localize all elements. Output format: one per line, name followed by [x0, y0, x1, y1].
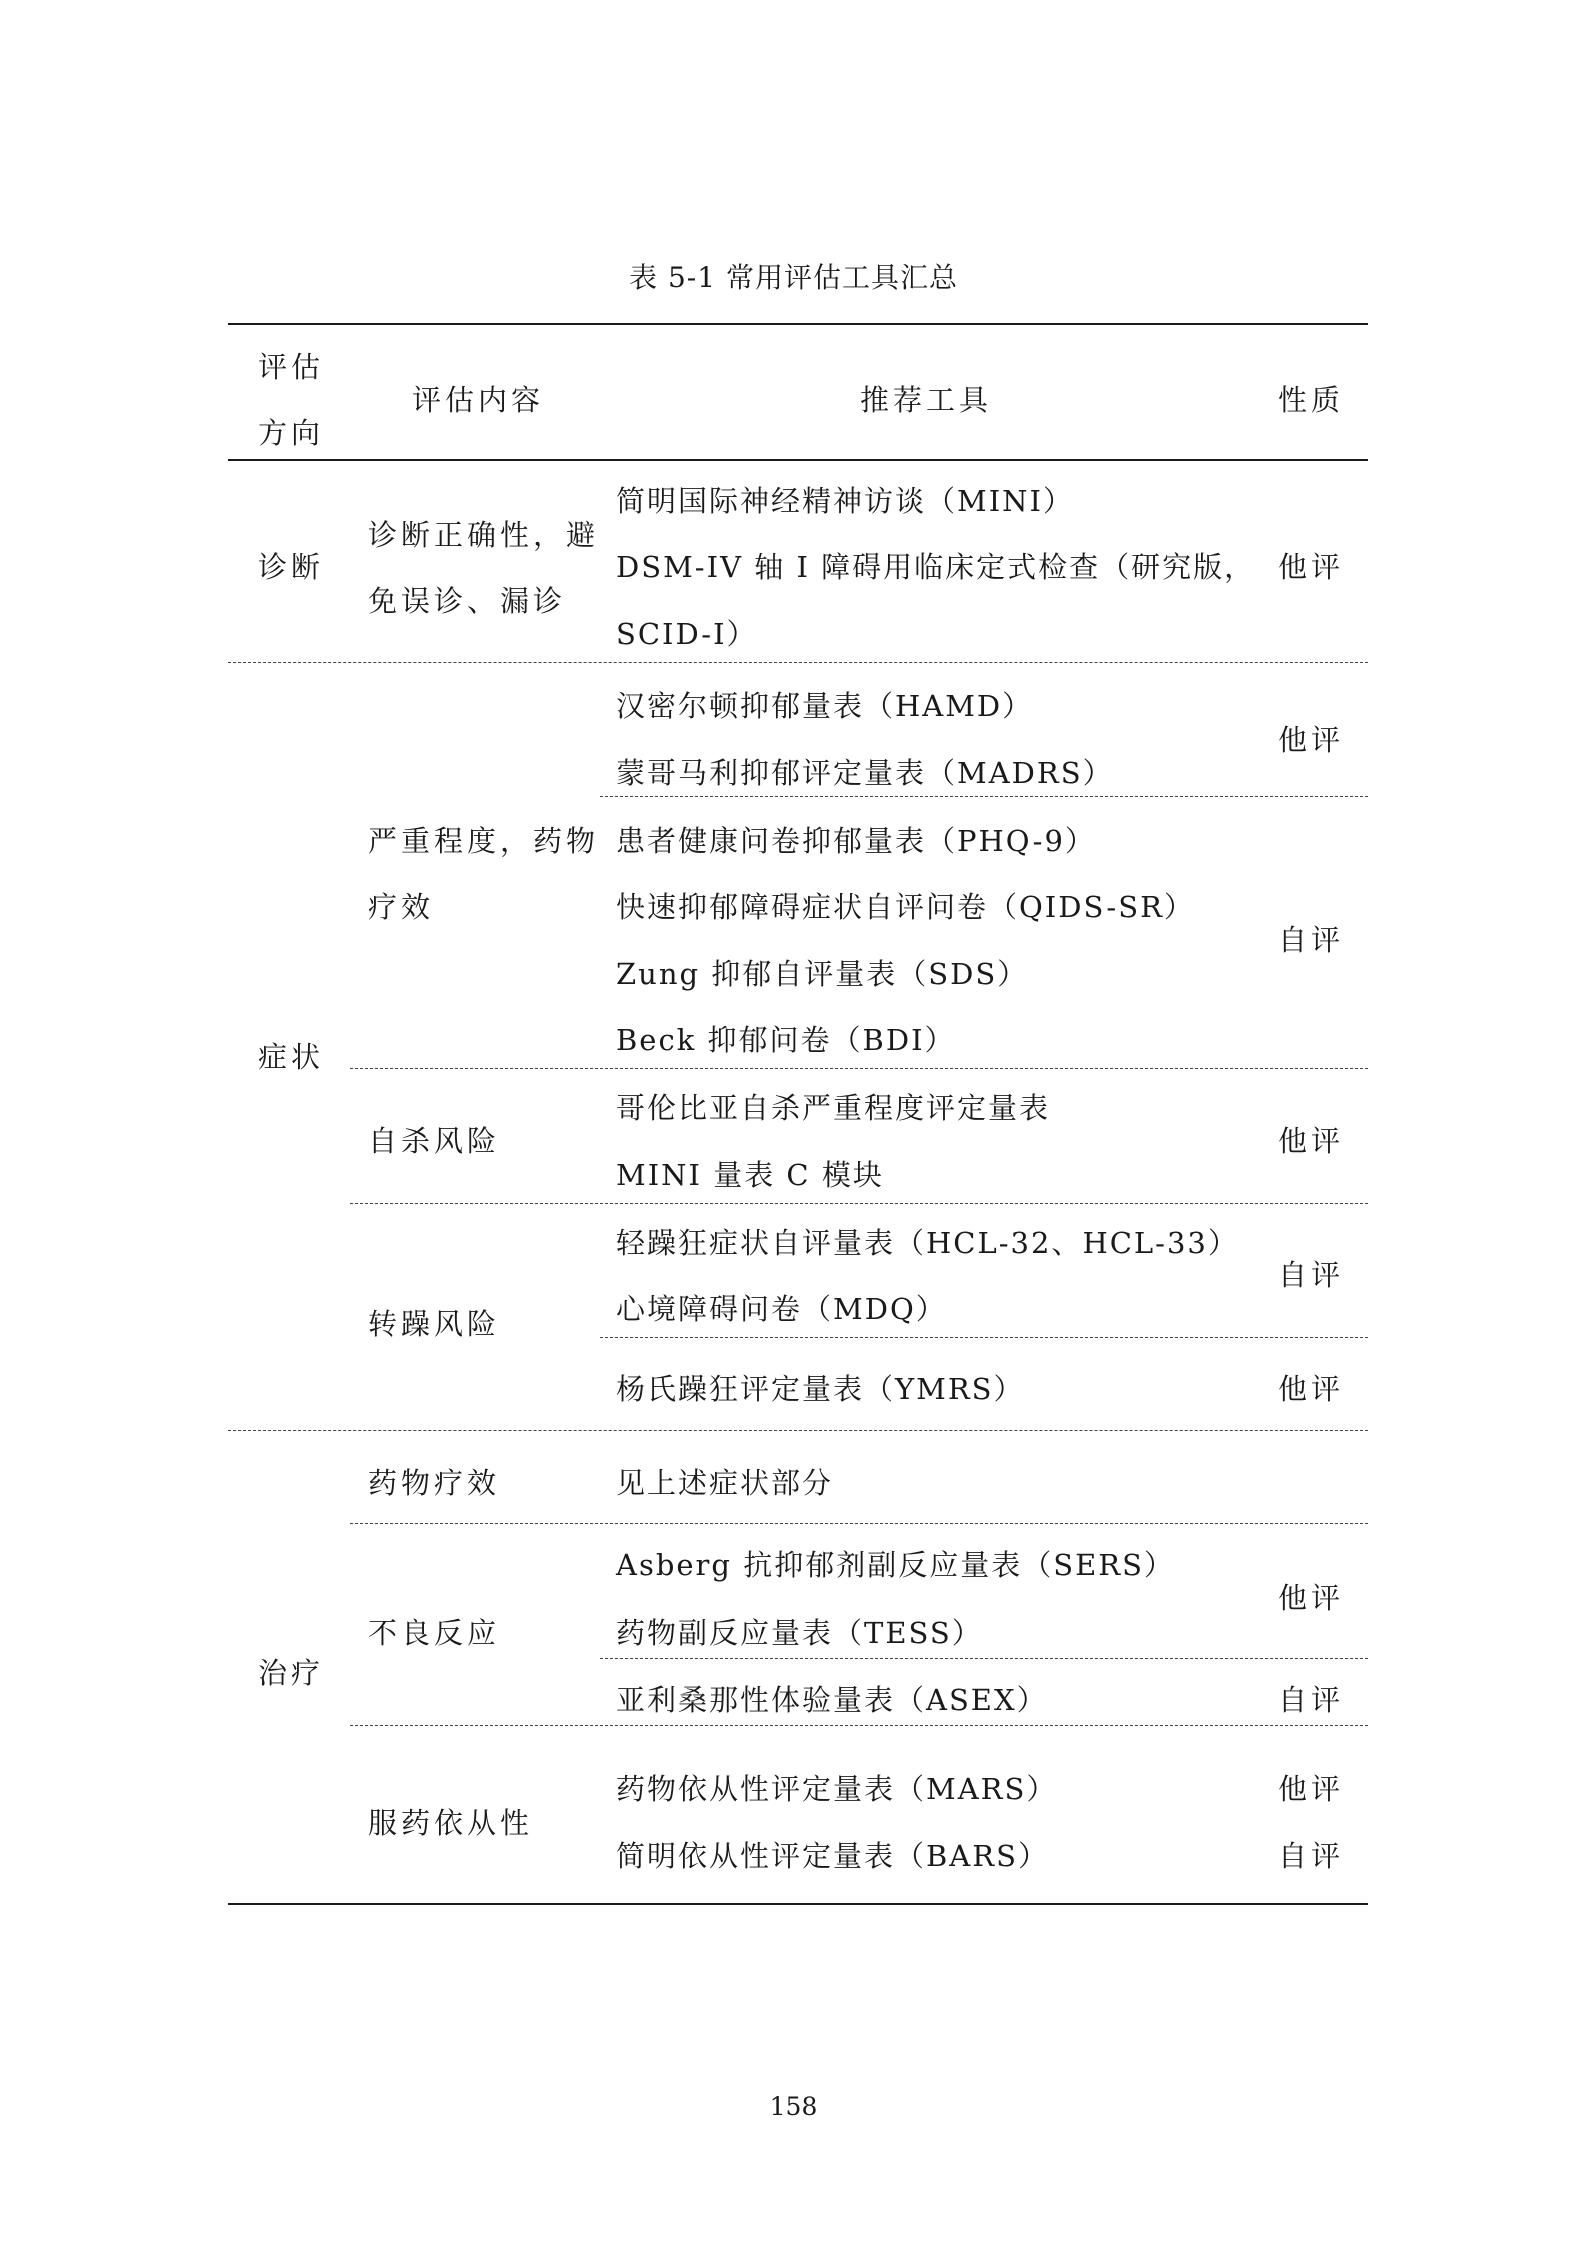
header-nature: 性质: [1278, 383, 1345, 417]
severity-content-line1: 严重程度，药物: [368, 824, 600, 858]
severity-other-tool: 汉密尔顿抑郁量表（HAMD）: [616, 689, 1034, 723]
adherence-nature: 他评: [1278, 1772, 1345, 1806]
suicide-tool: MINI 量表 C 模块: [616, 1158, 884, 1192]
diagnosis-tool: DSM-IV 轴 I 障碍用临床定式检查（研究版，: [616, 550, 1256, 584]
diagnosis-tool: 简明国际神经精神访谈（MINI）: [616, 484, 1074, 518]
table-caption: 表 5-1 常用评估工具汇总: [629, 261, 958, 294]
diagnosis-tool: SCID-I）: [616, 617, 758, 651]
page-number: 158: [769, 2092, 818, 2121]
severity-other-tool: 蒙哥马利抑郁评定量表（MADRS）: [616, 756, 1114, 790]
adverse-other-tool: Asberg 抗抑郁剂副反应量表（SERS）: [616, 1548, 1175, 1582]
mania-self-nature: 自评: [1278, 1258, 1345, 1292]
header-bottom-rule: [228, 459, 1368, 461]
diagnosis-direction: 诊断: [258, 550, 325, 584]
header-content: 评估内容: [412, 383, 545, 417]
adverse-self-tool: 亚利桑那性体验量表（ASEX）: [616, 1683, 1048, 1717]
diagnosis-content-line1: 诊断正确性，避: [368, 518, 600, 552]
mania-other-nature: 他评: [1278, 1372, 1345, 1406]
adverse-other-nature: 他评: [1278, 1581, 1345, 1615]
header-direction-line2: 方向: [258, 416, 325, 450]
diagnosis-content-line2: 免误诊、漏诊: [368, 584, 567, 618]
suicide-content: 自杀风险: [368, 1124, 501, 1158]
severity-self-tool: Beck 抑郁问卷（BDI）: [616, 1023, 956, 1057]
header-tools: 推荐工具: [860, 383, 993, 417]
severity-other-nature: 他评: [1278, 723, 1345, 757]
adherence-tool: 简明依从性评定量表（BARS）: [616, 1839, 1049, 1873]
efficacy-content: 药物疗效: [368, 1466, 501, 1500]
mania-content: 转躁风险: [368, 1307, 501, 1341]
symptoms-direction: 症状: [258, 1040, 325, 1074]
efficacy-tool: 见上述症状部分: [616, 1466, 834, 1500]
suicide-tool: 哥伦比亚自杀严重程度评定量表: [616, 1091, 1051, 1125]
mania-other-tool: 杨氏躁狂评定量表（YMRS）: [616, 1372, 1025, 1406]
severity-content-line2: 疗效: [368, 890, 435, 924]
severity-self-tool: 患者健康问卷抑郁量表（PHQ-9）: [616, 824, 1096, 858]
mania-self-tool: 心境障碍问卷（MDQ）: [616, 1292, 947, 1326]
adherence-tool: 药物依从性评定量表（MARS）: [616, 1772, 1058, 1806]
adherence-content: 服药依从性: [368, 1806, 534, 1840]
adverse-content: 不良反应: [368, 1616, 501, 1650]
adherence-nature: 自评: [1278, 1839, 1345, 1873]
table-bottom-rule: [228, 1903, 1368, 1905]
header-direction-line1: 评估: [258, 350, 325, 384]
efficacy-bottom-rule: [350, 1523, 1368, 1524]
suicide-nature: 他评: [1278, 1124, 1345, 1158]
diagnosis-nature: 他评: [1278, 550, 1345, 584]
adverse-other-tool: 药物副反应量表（TESS）: [616, 1616, 983, 1650]
treatment-direction: 治疗: [258, 1656, 325, 1690]
diagnosis-bottom-rule: [228, 662, 1368, 663]
table-top-rule: [228, 323, 1368, 325]
severity-self-tool: 快速抑郁障碍症状自评问卷（QIDS-SR）: [616, 890, 1195, 924]
symptoms-bottom-rule: [228, 1430, 1368, 1431]
severity-self-nature: 自评: [1278, 923, 1345, 957]
mania-self-tool: 轻躁狂症状自评量表（HCL-32、HCL-33）: [616, 1226, 1239, 1260]
adverse-self-nature: 自评: [1278, 1683, 1345, 1717]
severity-self-tool: Zung 抑郁自评量表（SDS）: [616, 957, 1029, 991]
